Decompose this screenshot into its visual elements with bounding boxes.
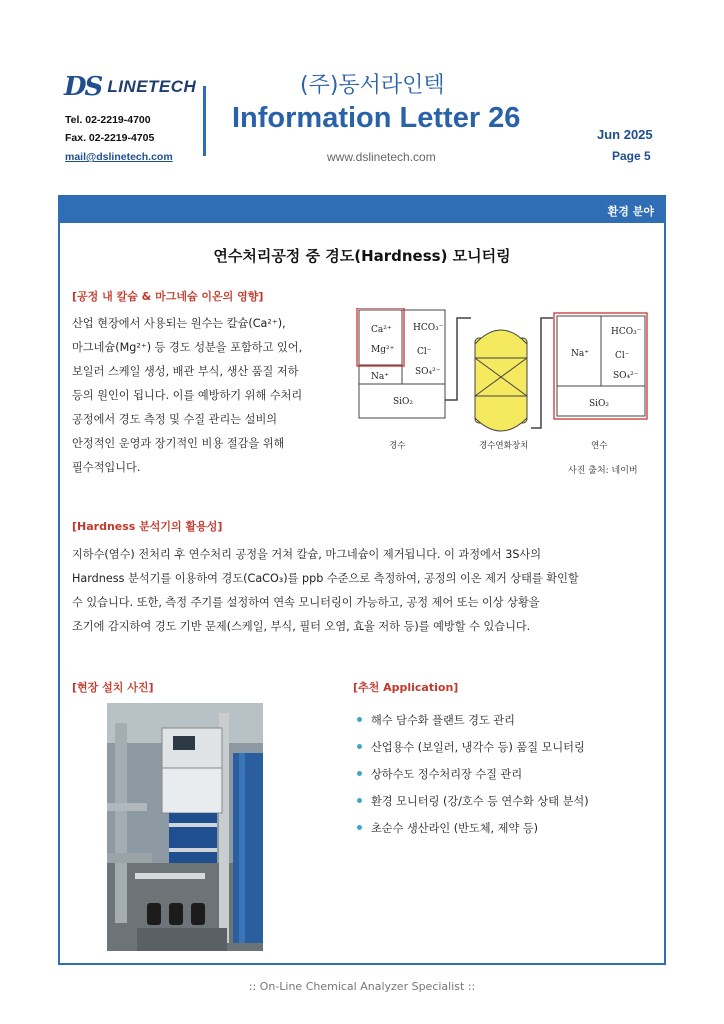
- text-line: 안정적인 운영과 장기적인 비용 절감을 위해: [72, 437, 285, 450]
- logo-mark: DS: [64, 72, 102, 102]
- category-band: [58, 195, 666, 223]
- newsletter-title: Information Letter 26: [232, 102, 521, 134]
- soft-ion-so4: SO₄²⁻: [613, 371, 639, 381]
- bullet-icon: [357, 771, 362, 776]
- list-item: [357, 706, 589, 733]
- text-line: Hardness 분석기를 이용하여 경도(CaCO₃)를 ppb 수준으로 측정하여, 공정의 이온 제거 상태를 확인할: [72, 572, 579, 585]
- website-link[interactable]: www.dslinetech.com: [327, 150, 436, 164]
- ion-hco3: HCO₃⁻: [413, 323, 444, 333]
- company-name: (주)동서라인텍: [300, 73, 445, 98]
- label-softener: 경수연화장치: [479, 441, 529, 451]
- article-heading: 연수처리공정 중 경도(Hardness) 모니터링: [213, 247, 511, 265]
- logo-text: LINETECH: [107, 77, 197, 96]
- section-analyzer-text: [72, 543, 650, 639]
- soft-ion-na: Na⁺: [571, 349, 589, 359]
- text-line: 수 있습니다. 또한, 측정 주기를 설정하여 연속 모니터링이 가능하고, 공정 제어 또는 이상 상황을: [72, 596, 540, 609]
- section-ion-effects-text: [72, 312, 346, 480]
- bullet-icon: [357, 744, 362, 749]
- list-item-label: 산업용수 (보일러, 냉각수 등) 품질 모니터링: [371, 740, 585, 754]
- company-logo: [64, 72, 196, 102]
- label-soft-water: 연수: [591, 441, 608, 451]
- text-line: 등의 원인이 됩니다. 이를 예방하기 위해 수처리: [72, 389, 303, 402]
- list-item: [357, 814, 589, 841]
- image-credit: 사진 출처: 네이버: [568, 466, 638, 476]
- text-line: 보일러 스케일 생성, 배관 부식, 생산 품질 저하: [72, 365, 299, 378]
- email-link[interactable]: mail@dslinetech.com: [65, 151, 173, 163]
- bullet-icon: [357, 798, 362, 803]
- section-title-site-photo: [현장 설치 사진]: [72, 681, 154, 694]
- soft-ion-hco3: HCO₃⁻: [611, 327, 642, 337]
- soft-ion-cl: Cl⁻: [615, 351, 630, 361]
- list-item: [357, 733, 589, 760]
- header-divider: [203, 86, 206, 156]
- text-line: 필수적입니다.: [72, 461, 141, 474]
- installation-photo: [107, 703, 263, 951]
- page-label: Page: [612, 149, 641, 163]
- list-item-label: 해수 담수화 플랜트 경도 관리: [371, 713, 515, 727]
- text-line: 산업 현장에서 사용되는 원수는 칼슘(Ca²⁺),: [72, 317, 286, 330]
- text-line: 마그네슘(Mg²⁺) 등 경도 성분을 포함하고 있어,: [72, 341, 303, 354]
- text-line: 지하수(염수) 전처리 후 연수처리 공정을 거쳐 칼슘, 마그네슘이 제거됩니다. 이 과정에서 3S사의: [72, 548, 542, 561]
- footer-tagline: :: On-Line Chemical Analyzer Specialist ::: [248, 980, 476, 993]
- bullet-icon: [357, 825, 362, 830]
- text-line: 공정에서 경도 측정 및 수질 관리는 설비의: [72, 413, 278, 426]
- application-list: [357, 706, 589, 841]
- water-softening-diagram: [355, 308, 650, 456]
- list-item: [357, 760, 589, 787]
- text-line: 조기에 감지하여 경도 기반 문제(스케일, 부식, 필터 오염, 효율 저하 등)를 예방할 수 있습니다.: [72, 620, 531, 633]
- ion-cl: Cl⁻: [417, 347, 432, 357]
- ion-sio2: SiO₂: [393, 397, 414, 407]
- ion-mg: Mg²⁺: [371, 345, 395, 355]
- issue-date: Jun 2025: [597, 127, 653, 142]
- page-number: 5: [644, 149, 651, 163]
- list-item-label: 상하수도 정수처리장 수질 관리: [371, 767, 523, 781]
- section-title-applications: [추천 Application]: [353, 681, 459, 694]
- tel-number: Tel. 02-2219-4700: [65, 114, 151, 126]
- soft-ion-sio2: SiO₂: [589, 399, 610, 409]
- section-title-ion-effects: [공정 내 칼슘 & 마그네슘 이온의 영향]: [72, 290, 264, 303]
- ion-so4: SO₄²⁻: [415, 367, 441, 377]
- ion-na: Na⁺: [371, 372, 389, 382]
- page-indicator: [612, 149, 651, 163]
- section-title-analyzer: [Hardness 분석기의 활용성]: [72, 520, 223, 533]
- list-item-label: 초순수 생산라인 (반도체, 제약 등): [371, 821, 539, 835]
- fax-number: Fax. 02-2219-4705: [65, 132, 155, 144]
- bullet-icon: [357, 717, 362, 722]
- label-hard-water: 경수: [389, 441, 406, 451]
- softener-vessel: [475, 338, 527, 423]
- list-item: [357, 787, 589, 814]
- category-label: 환경 분야: [607, 205, 654, 218]
- list-item-label: 환경 모니터링 (강/호수 등 연수화 상태 분석): [371, 794, 589, 808]
- ion-ca: Ca²⁺: [371, 325, 392, 335]
